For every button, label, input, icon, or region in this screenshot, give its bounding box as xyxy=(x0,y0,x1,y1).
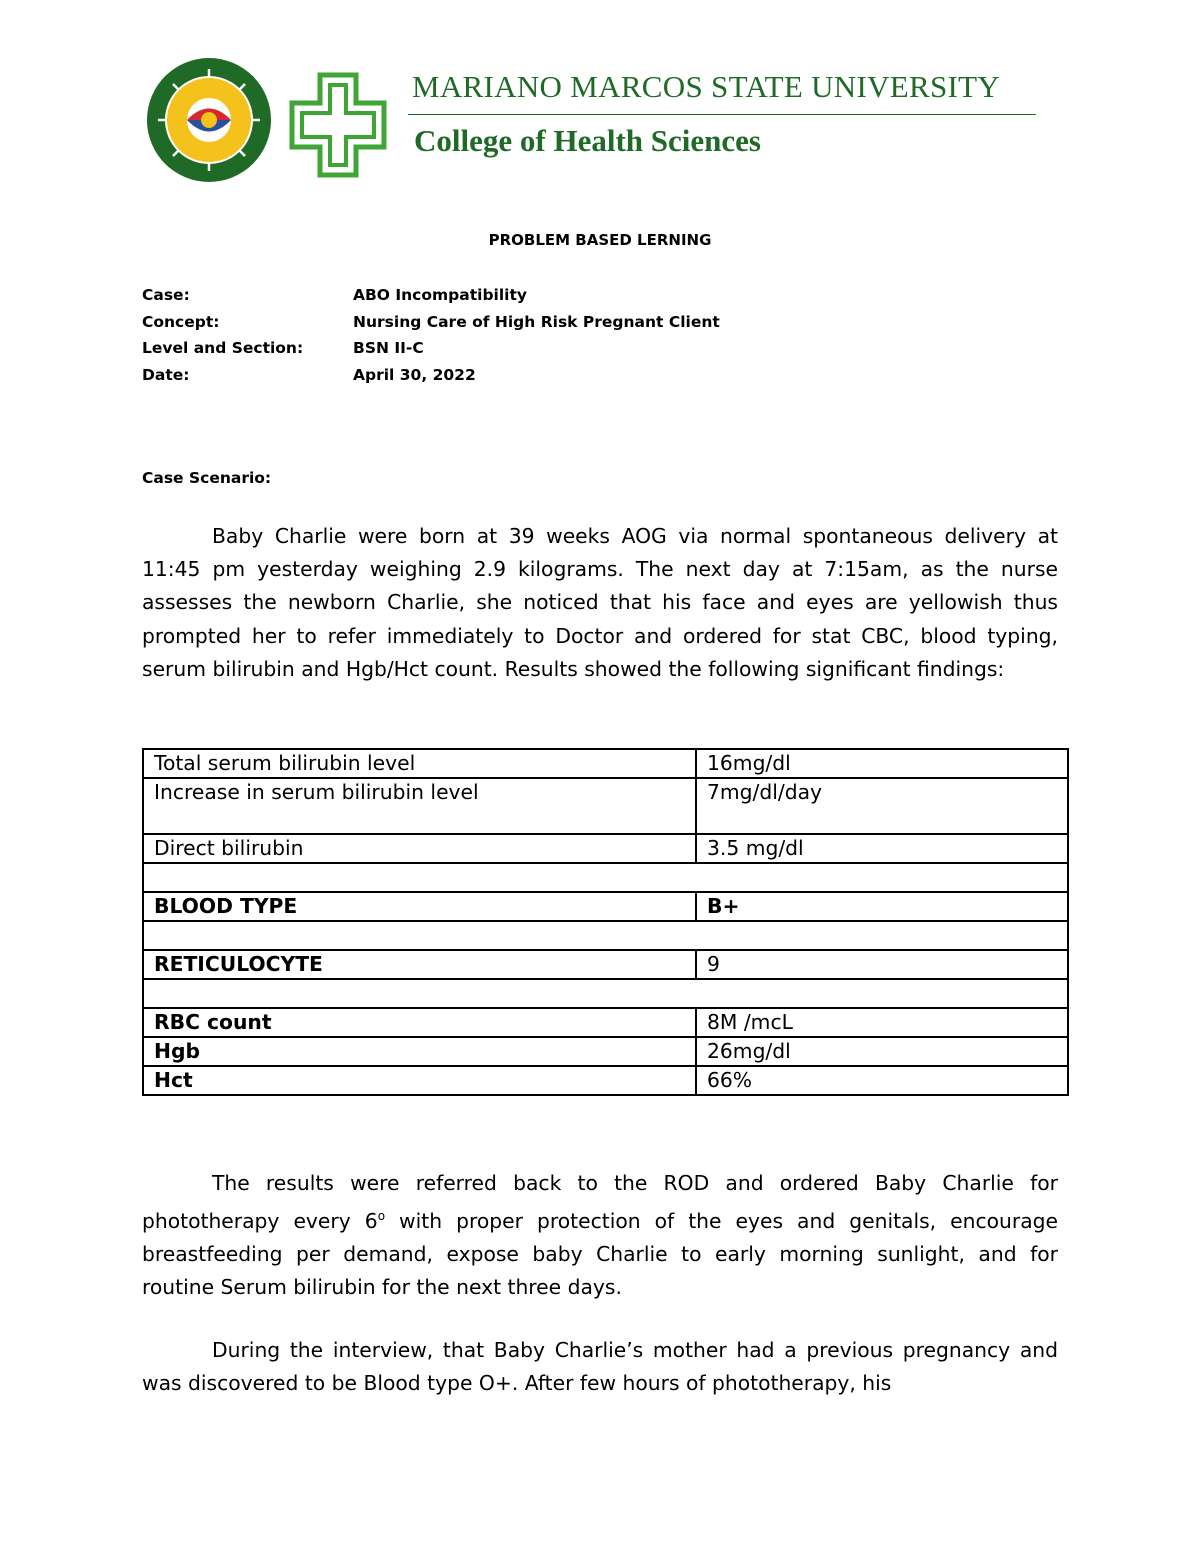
paragraph-1-text: Baby Charlie were born at 39 weeks AOG via normal spontaneous delivery at 11:45 pm yesterday weighing 2.9 kilograms. The next day at 7:15am, as the nurse assesses the newborn Charlie, she noticed that his face and eyes are yellowish thus prompted her to refer immediately to Doctor and ordered for stat CBC, blood typing, serum bilirubin and Hgb/Hct count. Results showed the following significant findings: xyxy=(142,524,1058,681)
finding-label: BLOOD TYPE xyxy=(143,892,696,921)
concept-row xyxy=(142,311,720,338)
scenario-paragraph-2 xyxy=(142,1167,1058,1305)
date-label: Date: xyxy=(142,365,190,384)
letterhead xyxy=(146,55,1046,185)
finding-value: B+ xyxy=(696,892,1068,921)
scenario-paragraph-1 xyxy=(142,520,1058,686)
table-spacer-row xyxy=(143,921,1068,950)
case-row xyxy=(142,284,720,311)
concept-label: Concept: xyxy=(142,312,220,331)
table-spacer-row xyxy=(143,863,1068,892)
table-row xyxy=(143,749,1068,778)
finding-label: Total serum bilirubin level xyxy=(143,749,696,778)
case-value: ABO Incompatibility xyxy=(353,286,527,304)
table-row xyxy=(143,778,1068,834)
paragraph-2-text-end: with proper protection of the eyes and genitals, encourage breastfeeding per demand, expose baby Charlie to early morning sunlight, and for routine Serum bilirubin for the next three days. xyxy=(142,1208,1058,1300)
university-seal-logo xyxy=(146,57,272,183)
case-label: Case: xyxy=(142,286,190,304)
finding-label: Direct bilirubin xyxy=(143,834,696,863)
table-row xyxy=(143,834,1068,863)
lab-findings-table xyxy=(142,748,1069,1096)
scenario-paragraph-3 xyxy=(142,1334,1058,1400)
table-row xyxy=(143,1008,1068,1037)
scenario-heading: Case Scenario: xyxy=(142,469,272,487)
date-value: April 30, 2022 xyxy=(353,365,476,384)
college-name: College of Health Sciences xyxy=(414,123,761,158)
table-row xyxy=(143,1037,1068,1066)
finding-label: RETICULOCYTE xyxy=(143,950,696,979)
header-rule xyxy=(408,114,1036,115)
finding-value: 3.5 mg/dl xyxy=(696,834,1068,863)
finding-value: 8M /mcL xyxy=(696,1008,1068,1037)
finding-value: 26mg/dl xyxy=(696,1037,1068,1066)
finding-value: 66% xyxy=(696,1066,1068,1095)
finding-label: Hgb xyxy=(143,1037,696,1066)
table-spacer-row xyxy=(143,979,1068,1008)
table-row xyxy=(143,1066,1068,1095)
paragraph-2-superscript: o xyxy=(377,1209,386,1224)
finding-label: Hct xyxy=(143,1066,696,1095)
case-details xyxy=(142,284,720,390)
level-row xyxy=(142,337,720,364)
finding-value: 16mg/dl xyxy=(696,749,1068,778)
finding-label: RBC count xyxy=(143,1008,696,1037)
table-row xyxy=(143,892,1068,921)
document-title: PROBLEM BASED LERNING xyxy=(488,231,712,249)
paragraph-2-text-start: The results were referred back to the ROD and ordered Baby Charlie for phototherapy every 6 xyxy=(142,1171,1058,1233)
finding-value: 9 xyxy=(696,950,1068,979)
level-value: BSN II-C xyxy=(353,339,424,358)
date-row xyxy=(142,364,720,391)
health-sciences-cross-logo xyxy=(286,69,390,181)
concept-value: Nursing Care of High Risk Pregnant Client xyxy=(353,312,720,331)
paragraph-3-text: During the interview, that Baby Charlie’s mother had a previous pregnancy and was discovered to be Blood type O+. After few hours of phototherapy, his xyxy=(142,1338,1058,1396)
level-label: Level and Section: xyxy=(142,339,304,358)
university-name: MARIANO MARCOS STATE UNIVERSITY xyxy=(412,69,1001,104)
table-row xyxy=(143,950,1068,979)
finding-value: 7mg/dl/day xyxy=(696,778,1068,834)
finding-label: Increase in serum bilirubin level xyxy=(143,778,696,834)
